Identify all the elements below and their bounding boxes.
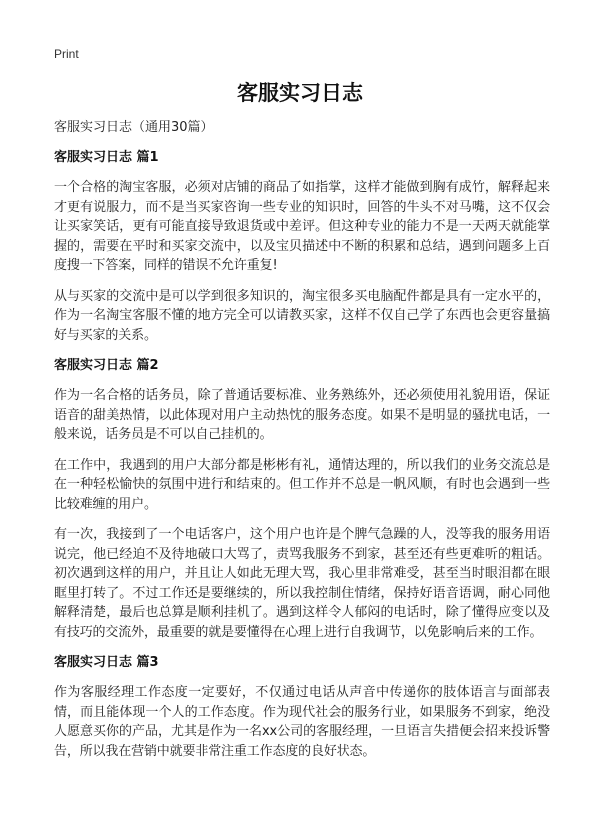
- page-title: 客服实习日志: [237, 81, 363, 105]
- section-3: [54, 653, 550, 761]
- document-subtitle: 客服实习日志（通用30篇）: [54, 120, 214, 135]
- section-1: [54, 148, 550, 345]
- paragraph: 有一次，我接到了一个电话客户，这个用户也许是个脾气急躁的人，没等我的服务用语说完，他已经迫不及待地破口大骂了，责骂我服务不到家，甚至还有些更难听的粗话。初次遇到这样的用户，并且让人如此无理大骂，我心里非常难受，甚至当时眼泪都在眼眶里打转了。不过工作还是要继续的，所以我控制住情绪，保持好语音语调，耐心同他解释清楚，最后也总算是顺利挂机了。遇到这样令人郁闷的电话时，除了懂得应变以及有技巧的交流外，最重要的就是要懂得在心理上进行自我调节，以免影响后来的工作。: [54, 527, 550, 640]
- paragraph: 作为客服经理工作态度一定要好，不仅通过电话从声音中传递你的肢体语言与面部表情，而且能体现一个人的工作态度。作为现代社会的服务行业，如果服务不到家，绝没人愿意买你的产品，尤其是作为一名xx公司的客服经理，一旦语言失措便会招来投诉警告，所以我在营销中就要非常注重工作态度的良好状态。: [54, 685, 550, 759]
- section-2: [54, 356, 550, 642]
- section-heading: 客服实习日志 篇3: [54, 655, 159, 670]
- document-body: [54, 148, 550, 772]
- paragraph: 一个合格的淘宝客服，必须对店铺的商品了如指掌，这样才能做到胸有成竹，解释起来才更有说服力，而不是当买家咨询一些专业的知识时，回答的牛头不对马嘴，这不仅会让买家笑话，更有可能直接导致退货或中差评。但这种专业的能力不是一天两天就能掌握的，需要在平时和买家交流中，以及宝贝描述中不断的积累和总结，遇到问题多上百度搜一下答案，同样的错误不允许重复!: [54, 180, 550, 273]
- paragraph: 作为一名合格的话务员，除了普通话要标准、业务熟练外，还必须使用礼貌用语，保证语音的甜美热情，以此体现对用户主动热忱的服务态度。如果不是明显的骚扰电话，一般来说，话务员是不可以自己挂机的。: [54, 388, 550, 442]
- paragraph: 从与买家的交流中是可以学到很多知识的，淘宝很多买电脑配件都是具有一定水平的，作为一名淘宝客服不懂的地方完全可以请教买家，这样不仅自己学了东西也会更容量搞好与买家的关系。: [54, 288, 550, 343]
- section-heading: 客服实习日志 篇2: [54, 358, 159, 373]
- paragraph: 在工作中，我遇到的用户大部分都是彬彬有礼，通情达理的，所以我们的业务交流总是在一种轻松愉快的氛围中进行和结束的。但工作并不总是一帆风顺，有时也会遇到一些比较难缠的用户。: [54, 457, 550, 512]
- print-link[interactable]: Print: [54, 47, 79, 61]
- section-heading: 客服实习日志 篇1: [54, 150, 159, 165]
